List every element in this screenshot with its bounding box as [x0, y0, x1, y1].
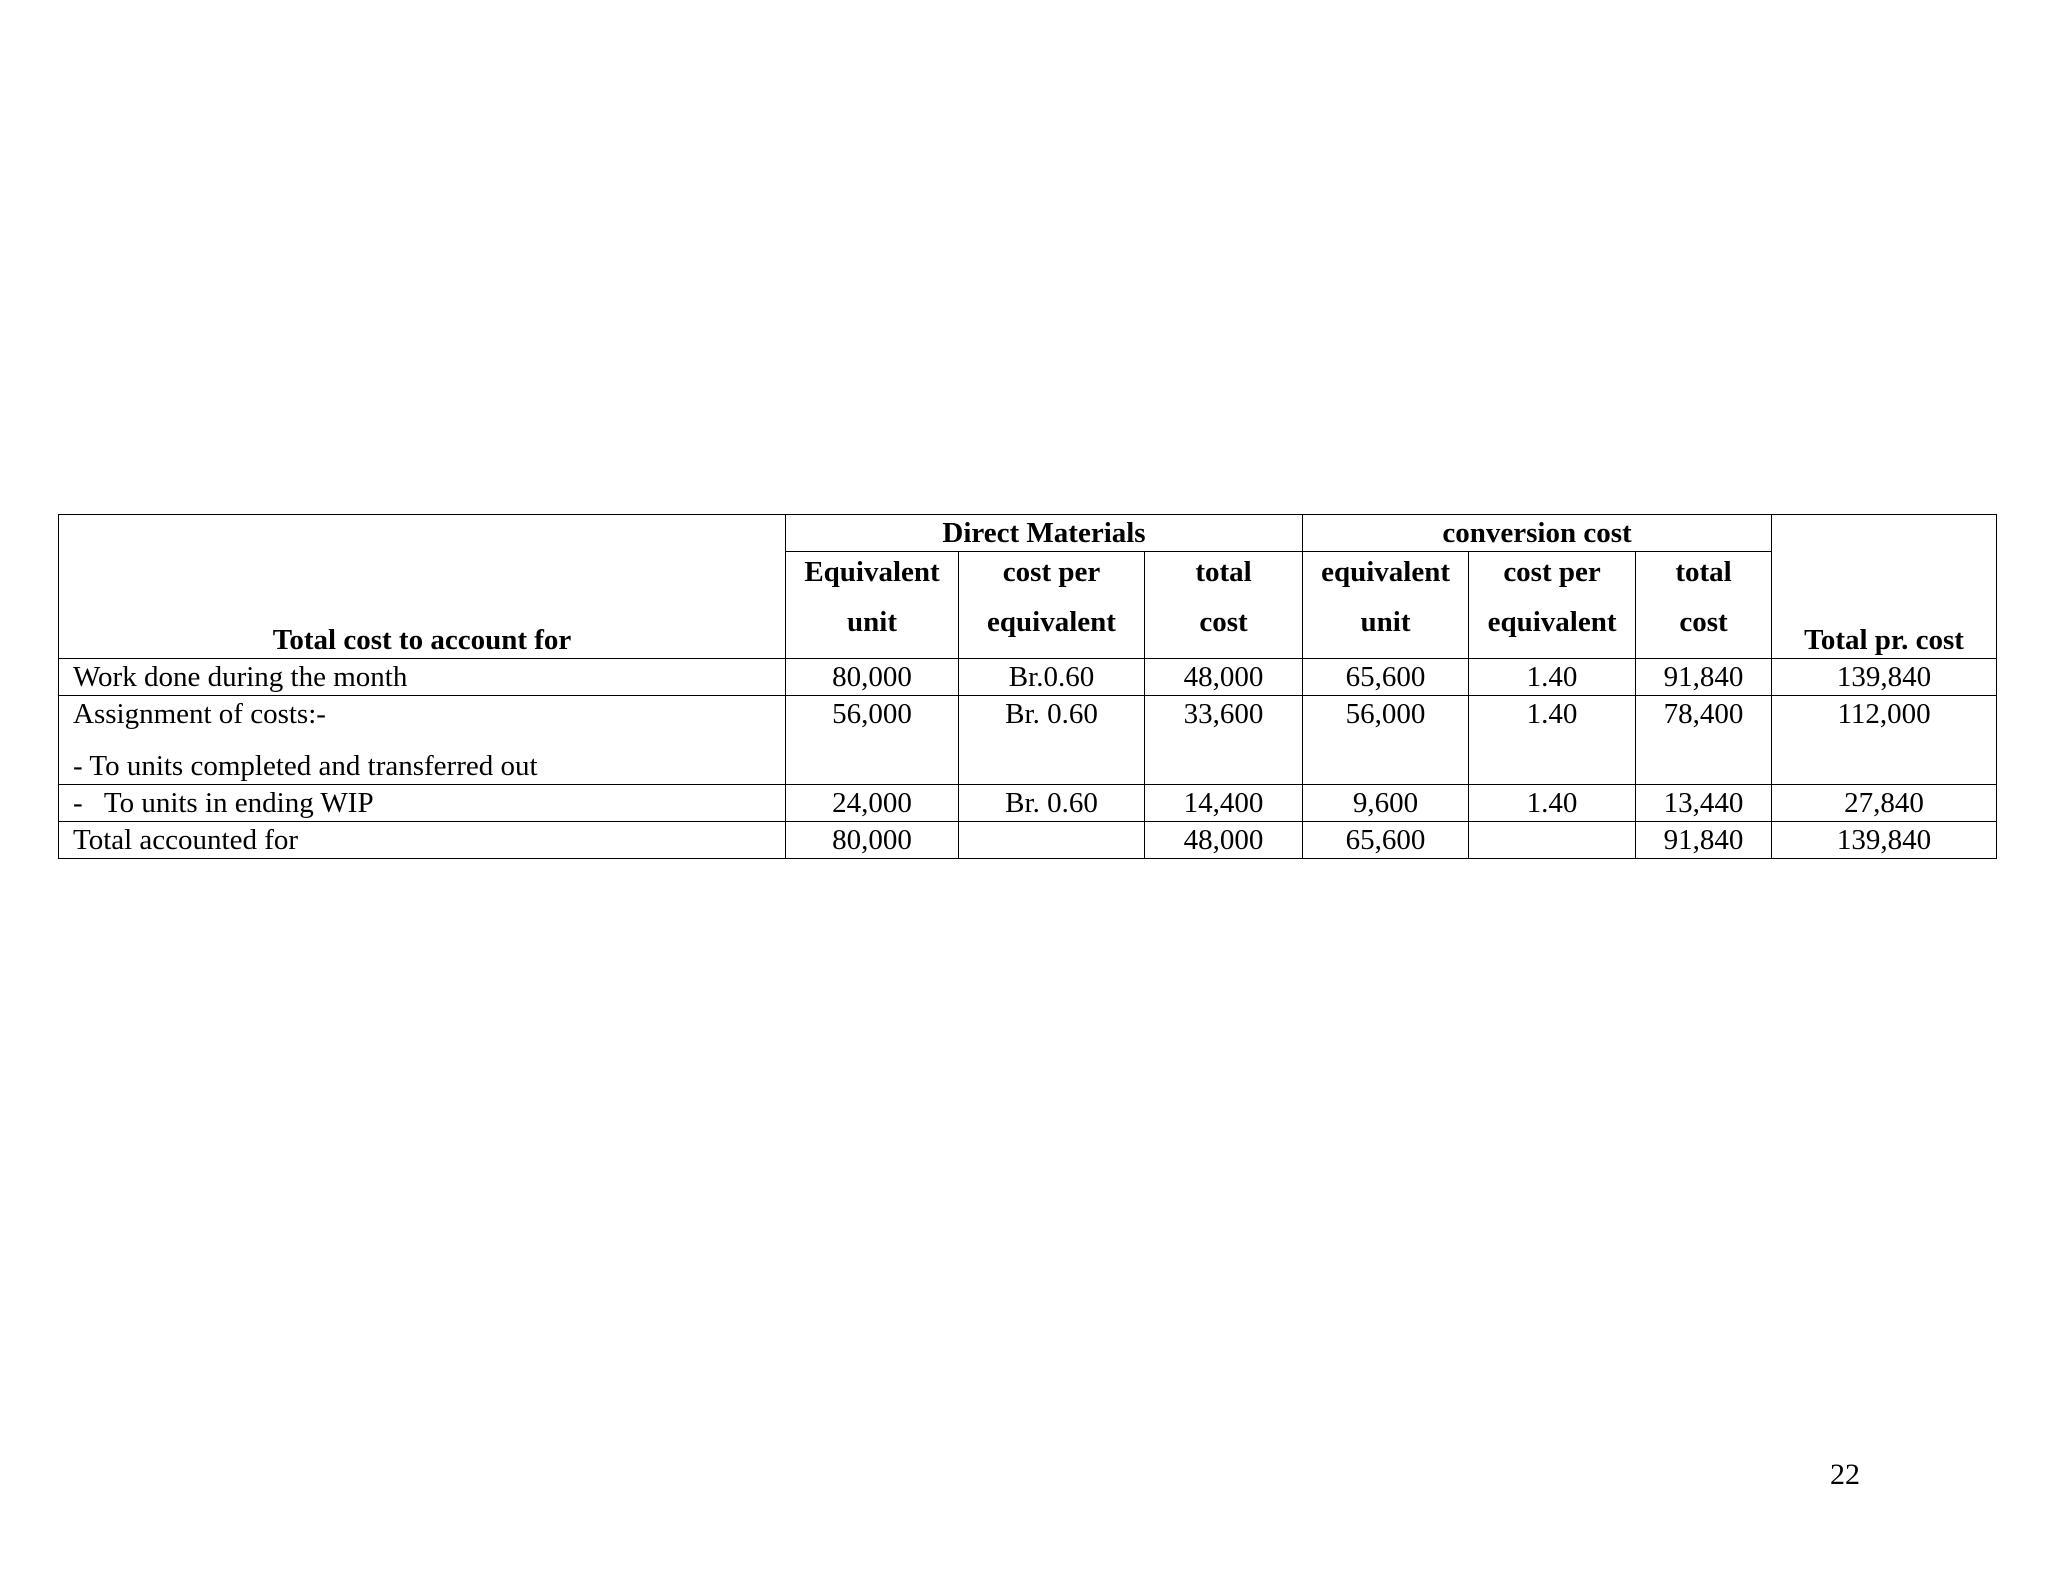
cell-cc-total-cost: 91,840	[1636, 822, 1772, 859]
cell-dm-total-cost: 48,000	[1145, 659, 1303, 696]
row-label: - To units in ending WIP	[59, 785, 786, 822]
cell-cc-equivalent-unit: 9,600	[1303, 785, 1469, 822]
header-cc-equivalent-unit: equivalent unit	[1303, 552, 1469, 659]
header-direct-materials: Direct Materials	[786, 515, 1303, 552]
row-label-line-1: Assignment of costs:-	[73, 698, 326, 730]
cell-cc-cost-per-equivalent: 1.40	[1469, 659, 1636, 696]
cell-dm-equivalent-unit: 24,000	[786, 785, 959, 822]
cost-table	[58, 514, 1997, 859]
row-label	[59, 696, 786, 785]
cell-cc-cost-per-equivalent	[1469, 822, 1636, 859]
table-row	[59, 696, 1997, 785]
table-row	[59, 659, 1997, 696]
cell-dm-cost-per-equivalent	[959, 822, 1145, 859]
header-dm-cost-per-equivalent: cost per equivalent	[959, 552, 1145, 659]
cell-cc-cost-per-equivalent: 1.40	[1469, 696, 1636, 785]
cell-cc-cost-per-equivalent: 1.40	[1469, 785, 1636, 822]
cell-cc-equivalent-unit: 56,000	[1303, 696, 1469, 785]
cell-dm-equivalent-unit: 80,000	[786, 659, 959, 696]
cell-dm-equivalent-unit: 80,000	[786, 822, 959, 859]
cell-cc-equivalent-unit: 65,600	[1303, 822, 1469, 859]
cell-dm-cost-per-equivalent: Br. 0.60	[959, 696, 1145, 785]
header-total-cost-to-account-for: Total cost to account for	[59, 515, 786, 659]
table-row	[59, 785, 1997, 822]
cell-cc-total-cost: 91,840	[1636, 659, 1772, 696]
header-dm-equivalent-unit: Equivalent unit	[786, 552, 959, 659]
row-label: Total accounted for	[59, 822, 786, 859]
header-cc-cost-per-equivalent: cost per equivalent	[1469, 552, 1636, 659]
cell-total-pr-cost: 27,840	[1772, 785, 1997, 822]
cell-dm-total-cost: 33,600	[1145, 696, 1303, 785]
page-number: 22	[1830, 1458, 1860, 1491]
cell-dm-cost-per-equivalent: Br.0.60	[959, 659, 1145, 696]
row-label-line-2: - To units completed and transferred out	[73, 750, 538, 782]
header-cc-total-cost: total cost	[1636, 552, 1772, 659]
cell-total-pr-cost: 112,000	[1772, 696, 1997, 785]
cell-dm-cost-per-equivalent: Br. 0.60	[959, 785, 1145, 822]
cell-cc-total-cost: 78,400	[1636, 696, 1772, 785]
table-row	[59, 822, 1997, 859]
cell-total-pr-cost: 139,840	[1772, 659, 1997, 696]
header-row-groups	[59, 515, 1997, 552]
cell-dm-total-cost: 14,400	[1145, 785, 1303, 822]
cell-cc-total-cost: 13,440	[1636, 785, 1772, 822]
header-total-pr-cost: Total pr. cost	[1772, 515, 1997, 659]
cell-total-pr-cost: 139,840	[1772, 822, 1997, 859]
header-conversion-cost: conversion cost	[1303, 515, 1772, 552]
cell-dm-equivalent-unit: 56,000	[786, 696, 959, 785]
header-dm-total-cost: total cost	[1145, 552, 1303, 659]
cell-dm-total-cost: 48,000	[1145, 822, 1303, 859]
cell-cc-equivalent-unit: 65,600	[1303, 659, 1469, 696]
row-label: Work done during the month	[59, 659, 786, 696]
